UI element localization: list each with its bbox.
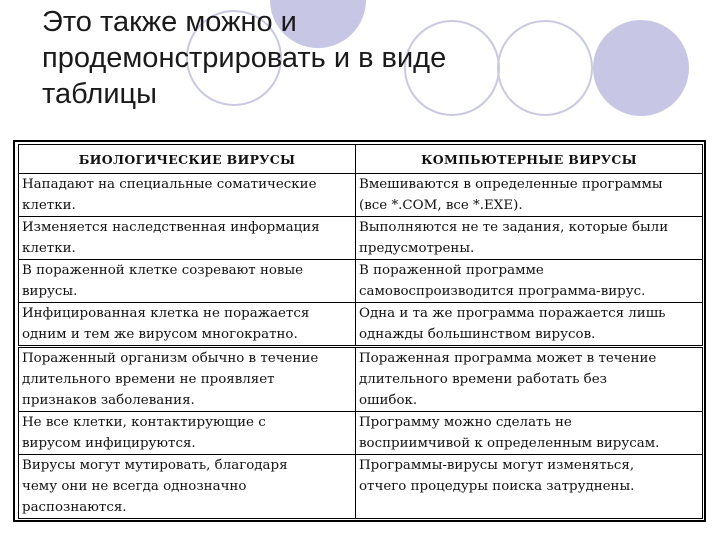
table-header-row <box>19 145 703 174</box>
cell-biological <box>19 303 356 347</box>
cell-line: одним и тем же вирусом многократно. <box>22 327 298 342</box>
cell-line: В пораженной программе <box>359 263 544 278</box>
table-row <box>19 217 703 260</box>
cell-line: клетки. <box>22 198 76 213</box>
comparison-table <box>18 144 703 519</box>
cell-computer <box>356 174 703 217</box>
table-row <box>19 412 703 455</box>
cell-biological <box>19 455 356 519</box>
cell-line: вирусы. <box>22 284 78 299</box>
slide-title-line: таблицы <box>42 78 157 110</box>
table-row <box>19 347 703 412</box>
table-row <box>19 174 703 217</box>
cell-line: Программы-вирусы могут изменяться, <box>359 458 635 473</box>
cell-line: клетки. <box>22 241 76 256</box>
cell-line: Вирусы могут мутировать, благодаря <box>22 458 288 473</box>
cell-line: длительного времени не проявляет <box>22 372 275 387</box>
cell-line: самовоспроизводится программа-вирус. <box>359 284 646 299</box>
cell-biological <box>19 174 356 217</box>
cell-line: вирусом инфицируются. <box>22 436 196 451</box>
cell-computer <box>356 347 703 412</box>
table-row <box>19 455 703 519</box>
cell-line: длительного времени работать без <box>359 372 607 387</box>
slide-title-line: продемонстрировать и в виде <box>42 42 447 74</box>
slide-title-line: Это также можно и <box>42 6 297 38</box>
cell-line: Изменяется наследственная информация <box>22 220 320 235</box>
cell-line: восприимчивой к определенным вирусам. <box>359 436 660 451</box>
cell-line: Программу можно сделать не <box>359 415 572 430</box>
cell-biological <box>19 260 356 303</box>
cell-line: однажды большинством вирусов. <box>359 327 596 342</box>
cell-line: распознаются. <box>22 500 127 515</box>
cell-biological <box>19 217 356 260</box>
slide-title <box>42 4 542 112</box>
cell-line: Вмешиваются в определенные программы <box>359 177 663 192</box>
cell-line: Пораженный организм обычно в течение <box>22 351 319 366</box>
table-row <box>19 260 703 303</box>
cell-line: Одна и та же программа поражается лишь <box>359 306 666 321</box>
cell-biological <box>19 347 356 412</box>
cell-line: Выполняются не те задания, которые были <box>359 220 669 235</box>
cell-computer <box>356 260 703 303</box>
header-biological: БИОЛОГИЧЕСКИЕ ВИРУСЫ <box>19 145 356 174</box>
cell-computer <box>356 455 703 519</box>
header-computer: КОМПЬЮТЕРНЫЕ ВИРУСЫ <box>356 145 703 174</box>
cell-computer <box>356 303 703 347</box>
decor-dot-right <box>593 20 689 116</box>
cell-line: Инфицированная клетка не поражается <box>22 306 310 321</box>
table-row <box>19 303 703 347</box>
cell-line: (все *.COM, все *.EXE). <box>359 198 523 213</box>
cell-biological <box>19 412 356 455</box>
cell-line: Пораженная программа может в течение <box>359 351 657 366</box>
cell-line: предусмотрены. <box>359 241 475 256</box>
cell-line: отчего процедуры поиска затруднены. <box>359 479 635 494</box>
cell-line: Нападают на специальные соматические <box>22 177 317 192</box>
cell-line: Не все клетки, контактирующие с <box>22 415 266 430</box>
cell-line: ошибок. <box>359 393 418 408</box>
cell-computer <box>356 217 703 260</box>
cell-line: чему они не всегда однозначно <box>22 479 247 494</box>
cell-computer <box>356 412 703 455</box>
cell-line: признаков заболевания. <box>22 393 195 408</box>
cell-line: В пораженной клетке созревают новые <box>22 263 304 278</box>
